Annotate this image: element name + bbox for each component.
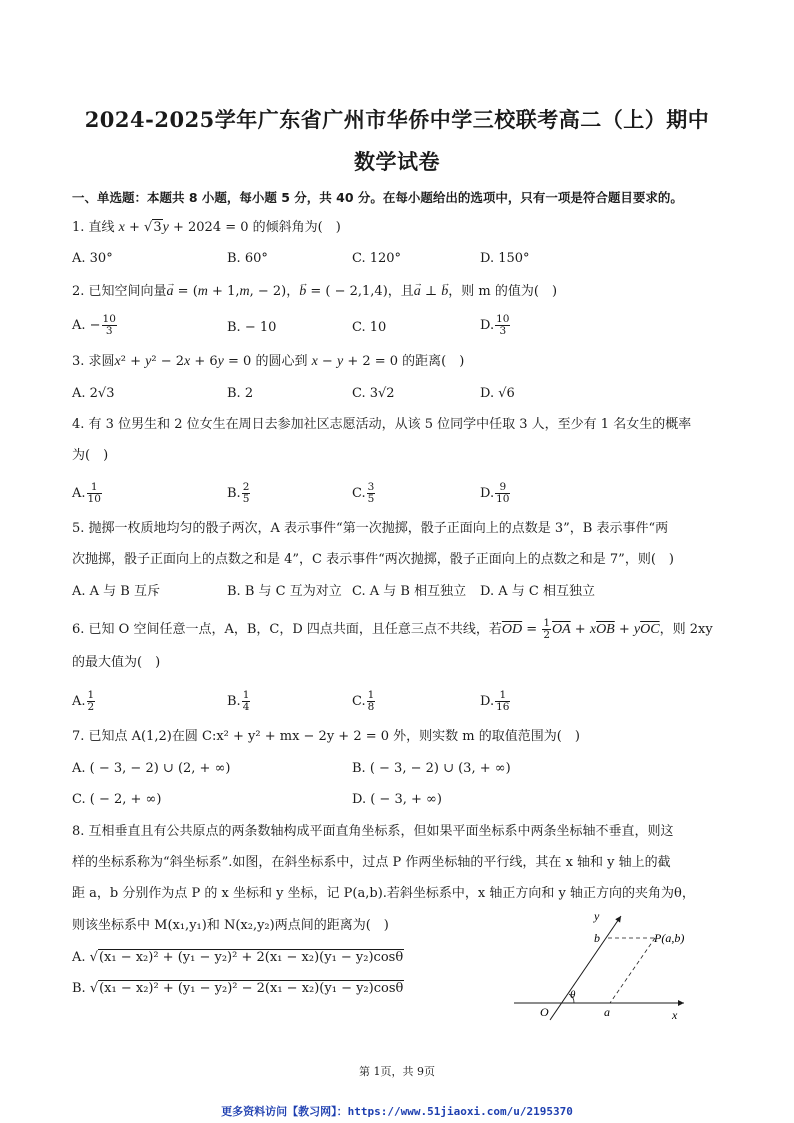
q6-option-b[interactable]: B. $\frac{1}{4}$ <box>227 689 250 713</box>
question-3-suffix: 的距离( ) <box>398 354 465 369</box>
label-origin: O <box>540 1005 549 1019</box>
question-6-vector-eq: $\overline{OD}$ = $\frac{1}{2}$ $\overline{OA} + x\overline{OB} + y\overline{OC}$ <box>501 617 660 641</box>
question-6-text-a: 6. 已知 O 空间任意一点，A，B，C，D 四点共面，且任意三点不共线，若 <box>72 622 502 637</box>
q5-option-b[interactable]: B. B 与 C 互为对立 <box>227 584 342 599</box>
q7-option-d[interactable]: D. ( − 3, + ∞) <box>352 792 442 807</box>
exam-title: 2024-2025学年广东省广州市华侨中学三校联考高二（上）期中 <box>84 107 710 132</box>
label-a: a <box>604 1005 610 1019</box>
q5-option-a[interactable]: A. A 与 B 互斥 <box>72 584 160 599</box>
question-8-line-2: 样的坐标系称为“斜坐标系”.如图，在斜坐标系中，过点 P 作两坐标轴的平行线，其在 x 轴和 y 轴上的截 <box>72 855 671 870</box>
question-2-text-c: ，则 m 的值为( ) <box>448 284 558 299</box>
q7-option-b[interactable]: B. ( − 3, − 2) ∪ (3, + ∞) <box>352 761 511 776</box>
q4-option-b[interactable]: B. $\frac{2}{5}$ <box>227 481 250 505</box>
question-3-circle-eq: x² + y² − 2x + 6y = 0 <box>114 354 252 369</box>
question-7: 7. 已知点 A(1,2)在圆 C:x² + y² + mx − 2y + 2 = 0 外，则实数 m 的取值范围为( ) <box>72 729 580 744</box>
question-8-line-1: 8. 互相垂直且有公共原点的两条数轴构成平面直角坐标系，但如果平面坐标系中两条坐标轴不垂直，则这 <box>72 824 674 839</box>
q1-option-b[interactable]: B. 60° <box>227 251 268 266</box>
question-3-middle: 的圆心到 <box>251 354 312 369</box>
q5-option-d[interactable]: D. A 与 C 相互独立 <box>480 584 595 599</box>
q6-option-a[interactable]: A. $\frac{1}{2}$ <box>72 689 95 713</box>
question-3-line-eq: x − y + 2 = 0 <box>311 354 399 369</box>
fraction: $\frac{1}{4}$ <box>242 689 250 713</box>
fraction: $\frac{1}{2}$ <box>87 689 95 713</box>
question-8-line-3: 距 a，b 分别作为点 P 的 x 坐标和 y 坐标，记 P(a,b).若斜坐标系中，x 轴正方向和 y 轴正方向的夹角为θ， <box>72 886 695 901</box>
fraction: $\frac{10}{3}$ <box>496 313 510 337</box>
label-y: y <box>594 909 600 923</box>
q4-option-d[interactable]: D. $\frac{9}{10}$ <box>480 481 510 505</box>
q2-option-b[interactable]: B. − 10 <box>227 320 277 335</box>
q4-option-c[interactable]: C. $\frac{3}{5}$ <box>352 481 375 505</box>
fraction: $\frac{10}{3}$ <box>102 313 116 337</box>
q3-option-c[interactable]: C. 3√2 <box>352 386 395 401</box>
question-1 <box>72 218 732 238</box>
question-2-perp: → a ⊥ → b <box>414 284 449 299</box>
question-1-equation: x + √3y + 2024 = 0 <box>118 220 249 235</box>
question-6-line-1 <box>72 618 752 641</box>
question-6-text-b: ，则 2xy <box>659 622 713 637</box>
q8-option-a[interactable]: A. √(x₁ − x₂)² + (y₁ − y₂)² + 2(x₁ − x₂)(y₁ − y₂)cosθ <box>72 950 404 965</box>
q7-option-c[interactable]: C. ( − 2, + ∞) <box>72 792 162 807</box>
q3-option-a[interactable]: A. 2√3 <box>72 386 115 401</box>
fraction: $\frac{1}{8}$ <box>367 689 375 713</box>
q6-option-c[interactable]: C. $\frac{1}{8}$ <box>352 689 375 713</box>
label-x: x <box>672 1008 678 1022</box>
question-5-line-1: 5. 抛掷一枚质地均匀的骰子两次，A 表示事件“第一次抛掷，骰子正面向上的点数是 3”，B 表示事件“两 <box>72 521 669 536</box>
q7-option-a[interactable]: A. ( − 3, − 2) ∪ (2, + ∞) <box>72 761 231 776</box>
fraction: $\frac{1}{10}$ <box>87 481 101 505</box>
fraction: $\frac{1}{16}$ <box>496 689 510 713</box>
q3-option-b[interactable]: B. 2 <box>227 386 254 401</box>
y-axis <box>550 916 621 1020</box>
q2-option-c[interactable]: C. 10 <box>352 320 387 335</box>
q2-option-a[interactable]: A. − $\frac{10}{3}$ <box>72 313 116 337</box>
question-1-suffix: 的倾斜角为( ) <box>248 220 341 235</box>
q1-option-d[interactable]: D. 150° <box>480 251 530 266</box>
page-footer: 第 1页，共 9页 <box>359 1065 435 1078</box>
section-heading: 一、单选题：本题共 8 小题，每小题 5 分，共 40 分。在每小题给出的选项中，只有一项是符合题目要求的。 <box>72 190 683 205</box>
exam-subtitle: 数学试卷 <box>354 149 440 174</box>
dashed-parallel-y <box>610 938 655 1003</box>
question-1-prefix: 1. 直线 <box>72 220 119 235</box>
fraction: $\frac{2}{5}$ <box>242 481 250 505</box>
question-5-line-2: 次抛掷，骰子正面向上的点数之和是 4”，C 表示事件“两次抛掷，骰子正面向上的点数之和是 7”，则( ) <box>72 552 674 567</box>
q6-option-d[interactable]: D. $\frac{1}{16}$ <box>480 689 510 713</box>
q5-option-c[interactable]: C. A 与 B 相互独立 <box>352 584 467 599</box>
label-p: P(a,b) <box>654 931 685 945</box>
question-4-line-2: 为( ) <box>72 448 109 463</box>
question-3-prefix: 3. 求圆 <box>72 354 115 369</box>
question-2-vector-a: → a = (m + 1,m, − 2)，→ b = ( − 2,1,4) <box>167 284 388 299</box>
label-b: b <box>594 931 600 945</box>
fraction: $\frac{9}{10}$ <box>496 481 510 505</box>
question-2-text-a: 2. 已知空间向量 <box>72 284 167 299</box>
q8-option-b[interactable]: B. √(x₁ − x₂)² + (y₁ − y₂)² − 2(x₁ − x₂)(y₁ − y₂)cosθ <box>72 981 404 996</box>
question-2 <box>72 282 732 302</box>
q4-option-a[interactable]: A. $\frac{1}{10}$ <box>72 481 101 505</box>
label-theta: θ <box>570 989 576 1001</box>
q3-option-d[interactable]: D. √6 <box>480 386 515 401</box>
oblique-coordinate-figure <box>508 908 698 1028</box>
question-8-line-4: 则该坐标系中 M(x₁,y₁)和 N(x₂,y₂)两点间的距离为( ) <box>72 918 389 933</box>
question-2-text-b: ，且 <box>387 284 414 299</box>
resource-banner-link[interactable]: 更多资料访问【教习网】：https://www.51jiaoxi.com/u/2195370 <box>221 1105 573 1118</box>
fraction: $\frac{3}{5}$ <box>367 481 375 505</box>
question-3 <box>72 352 732 372</box>
q1-option-a[interactable]: A. 30° <box>72 251 113 266</box>
question-4-line-1: 4. 有 3 位男生和 2 位女生在周日去参加社区志愿活动，从该 5 位同学中任取 3 人，至少有 1 名女生的概率 <box>72 417 692 432</box>
question-6-line-2: 的最大值为( ) <box>72 655 161 670</box>
q2-option-d[interactable]: D. $\frac{10}{3}$ <box>480 313 510 337</box>
q1-option-c[interactable]: C. 120° <box>352 251 402 266</box>
